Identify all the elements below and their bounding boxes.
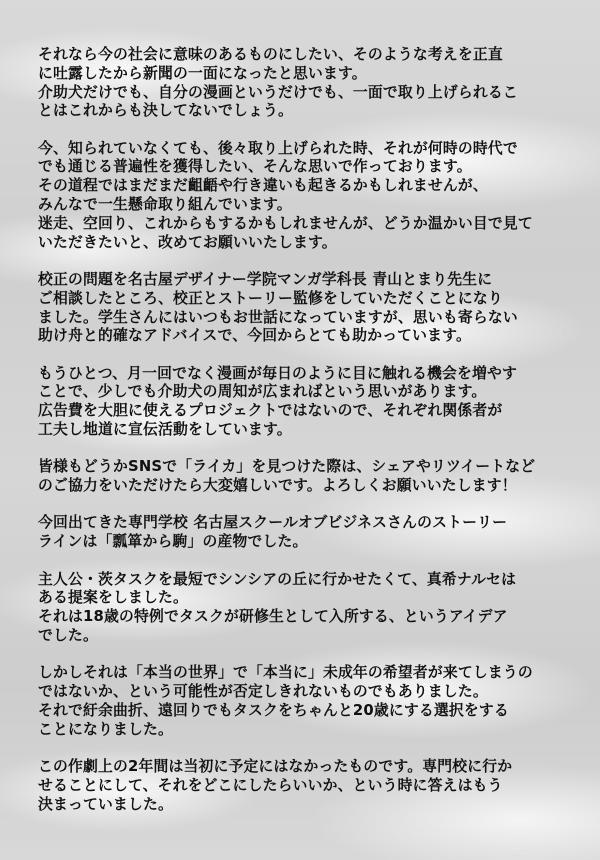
text-line: ました。学生さんにはいつもお世話になっていますが、思いも寄らない [38,308,518,326]
text-line: その道程ではまだまだ齟齬や行き違いも起きるかもしれませんが、 [38,177,488,195]
text-line: 迷走、空回り、これからもするかもしれませんが、どうか温かい目で見て [38,214,533,232]
text-line: この作劇上の2年間は当初に予定にはなかったものです。専門校に行か [38,757,513,775]
text-line: ことになりました。 [38,720,173,738]
text-line: いただきたいと、改めてお願いいたします。 [38,233,337,251]
text-line: に吐露したから新聞の一面になったと思います。 [38,64,367,82]
text-line: とはこれからも決してないでしょう。 [38,102,293,120]
text-line: でも通じる普遍性を獲得したい、そんな思いで作っております。 [38,158,472,176]
paragraph-8 [38,664,578,739]
paragraph-4 [38,365,578,440]
text-line: しかしそれは「本当の世界」で「本当に」未成年の希望者が来てしまうの [38,664,533,682]
paragraph-7 [38,571,578,646]
text-line: 決まっていました。 [38,795,173,813]
paragraph-3 [38,271,578,346]
text-line: 介助犬だけでも、自分の漫画というだけでも、一面で取り上げられるこ [38,83,518,101]
text-line: 今、知られていなくても、後々取り上げられた時、それが何時の時代で [38,139,518,157]
text-line: 主人公・茨タスクを最短でシンシアの丘に行かせたくて、真希ナルセは [38,570,517,588]
text-line: それは18歳の特例でタスクが研修生として入所する、というアイデア [38,608,508,626]
text-line: みんなで一生懸命取り組んでいます。 [38,196,292,214]
text-line: 助け舟と的確なアドバイスで、今回からとても助かっています。 [38,327,471,345]
text-line: それで紆余曲折、遠回りでもタスクをちゃんと20歳にする選択をする [38,701,509,719]
text-line: ラインは「瓢箪から駒」の産物でした。 [38,533,308,551]
paragraph-6 [38,514,578,552]
text-line: 校正の問題を名古屋デザイナー学院マンガ学科長 青山とまり先生に [38,270,493,288]
text-line: 広告費を大胆に使えるプロジェクトではないので、それぞれ関係者が [38,402,503,420]
text-line: でした。 [38,626,98,644]
text-line: 皆様もどうかSNSで「ライカ」を見つけた際は、シェアやリツイートなど [38,458,536,476]
text-line: もうひとつ、月一回でなく漫画が毎日のように目に触れる機会を増やす [38,364,518,382]
text-line: ではないか、という可能性が否定しきれないものでもありました。 [38,683,488,701]
text-line: 工夫し地道に宣伝活動をしています。 [38,421,292,439]
text-line: 今回出てきた専門学校 名古屋スクールオブビジネスさんのストーリー [38,514,508,532]
text-line: ご相談したところ、校正とストーリー監修をしていただくことになり [38,289,503,307]
paragraph-5 [38,458,578,496]
text-line: それなら今の社会に意味のあるものにしたい、そのような考えを正直 [38,46,503,63]
paragraph-1 [38,46,578,121]
text-line: ことで、少しでも介助犬の周知が広まればという思いがあります。 [38,383,487,401]
text-line: ある提案をしました。 [38,589,188,607]
afterword-text-page [38,46,578,833]
text-line: せることにして、それをどこにしたらいいか、という時に答えはもう [38,776,503,794]
paragraph-9 [38,758,578,814]
paragraph-2 [38,140,578,253]
text-line: のご協力をいただけたら大変嬉しいです。よろしくお願いいたします！ [38,477,517,495]
